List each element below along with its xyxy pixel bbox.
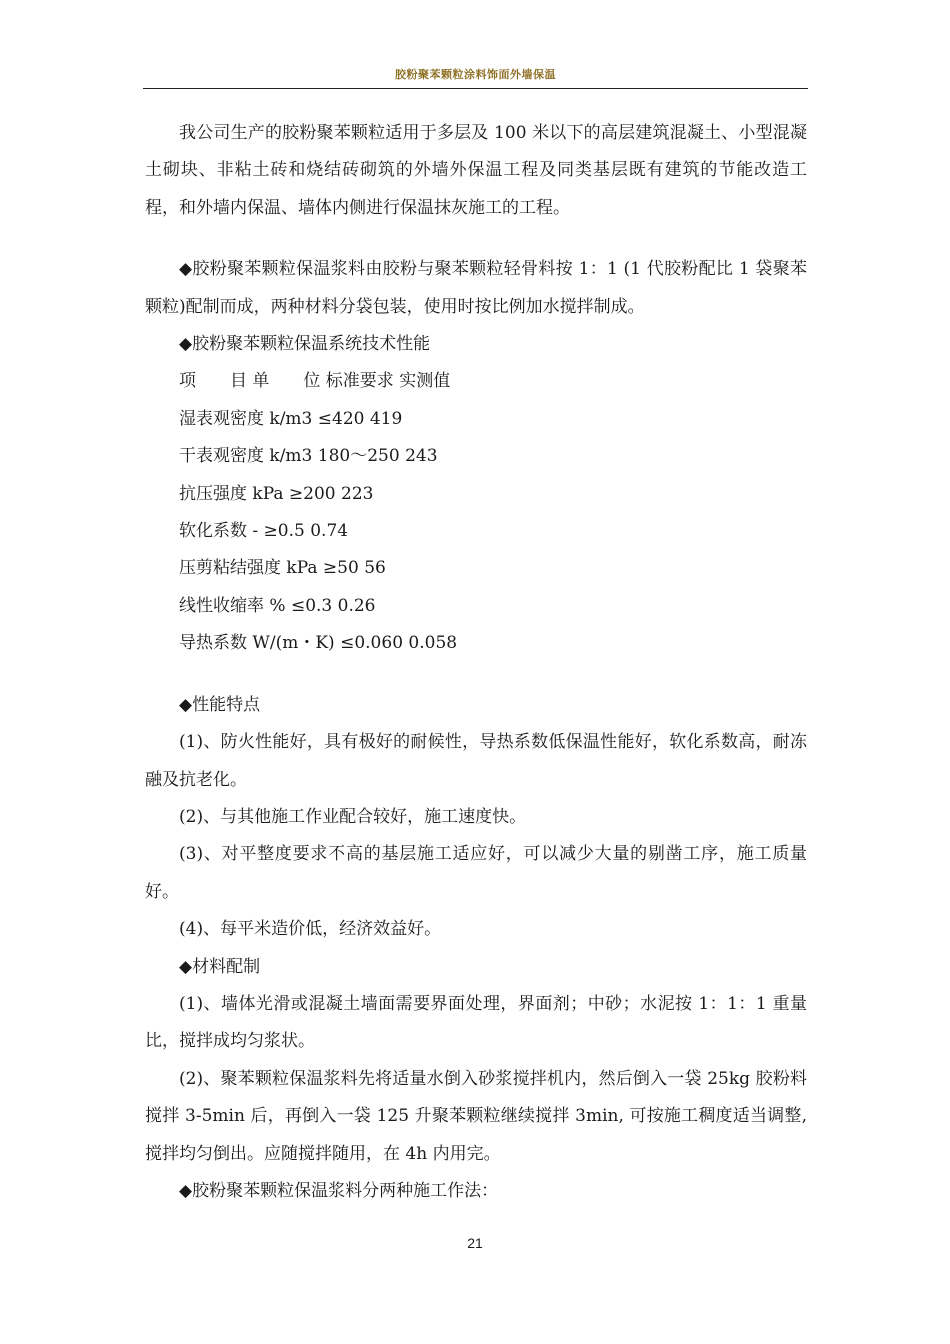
tech-row: 导热系数 W/(m・K) ≤0.060 0.058 <box>179 633 458 654</box>
tech-row: 软化系数 - ≥0.5 0.74 <box>179 521 349 542</box>
paragraph-gap <box>145 663 807 687</box>
features-heading: ◆性能特点 <box>179 694 261 715</box>
tech-row: 湿表观密度 k/m3 ≤420 419 <box>179 408 403 429</box>
methods-heading: ◆胶粉聚苯颗粒保温浆料分两种施工作法： <box>179 1180 499 1201</box>
materials-heading: ◆材料配制 <box>179 956 261 977</box>
material-item: (1)、墙体光滑或混凝土墙面需要界面处理，界面剂；中砂；水泥按 1：1：1 重量比，搅拌成均匀浆状。 <box>145 993 807 1052</box>
running-header: 胶粉聚苯颗粒涂料饰面外墙保温 <box>395 68 556 81</box>
feature-item: (1)、防火性能好，具有极好的耐候性，导热系数低保温性能好，软化系数高，耐冻融及抗老化。 <box>145 732 807 790</box>
feature-item: (3)、对平整度要求不高的基层施工适应好，可以减少大量的剔凿工序，施工质量好。 <box>145 844 807 902</box>
header-rule <box>143 88 808 89</box>
tech-heading: ◆胶粉聚苯颗粒保温系统技术性能 <box>179 334 431 355</box>
tech-table-header: 项 目 单 位 标准要求 实测值 <box>179 371 451 392</box>
feature-item: (2)、与其他施工作业配合较好，施工速度快。 <box>179 806 527 827</box>
tech-row: 压剪粘结强度 kPa ≥50 56 <box>179 558 386 579</box>
page-number: 21 <box>467 1235 483 1251</box>
page-body <box>145 115 807 1210</box>
tech-row: 抗压强度 kPa ≥200 223 <box>179 483 374 504</box>
intro-paragraph: 我公司生产的胶粉聚苯颗粒适用于多层及 100 米以下的高层建筑混凝土、小型混凝土砌块、非粘土砖和烧结砖砌筑的外墙外保温工程及同类基层既有建筑的节能改造工程，和外墙内保温、墙体内侧进行保温抹灰施工的工程。 <box>145 123 807 218</box>
feature-item: (4)、每平米造价低，经济效益好。 <box>179 919 442 940</box>
mortar-paragraph: ◆胶粉聚苯颗粒保温浆料由胶粉与聚苯颗粒轻骨料按 1：1 (1 代胶粉配比 1 袋聚苯颗粒)配制而成，两种材料分袋包装，使用时按比例加水搅拌制成。 <box>145 259 807 317</box>
material-item: (2)、聚苯颗粒保温浆料先将适量水倒入砂浆搅拌机内，然后倒入一袋 25kg 胶粉料搅拌 3-5min 后，再倒入一袋 125 升聚苯颗粒继续搅拌 3min, 可按施工稠度适当调整,搅拌均匀倒出。应随搅拌随用，在 4h 内用完。 <box>145 1068 807 1164</box>
tech-row: 线性收缩率 % ≤0.3 0.26 <box>179 595 376 616</box>
tech-row: 干表观密度 k/m3 180～250 243 <box>179 446 438 467</box>
paragraph-gap <box>145 227 807 251</box>
